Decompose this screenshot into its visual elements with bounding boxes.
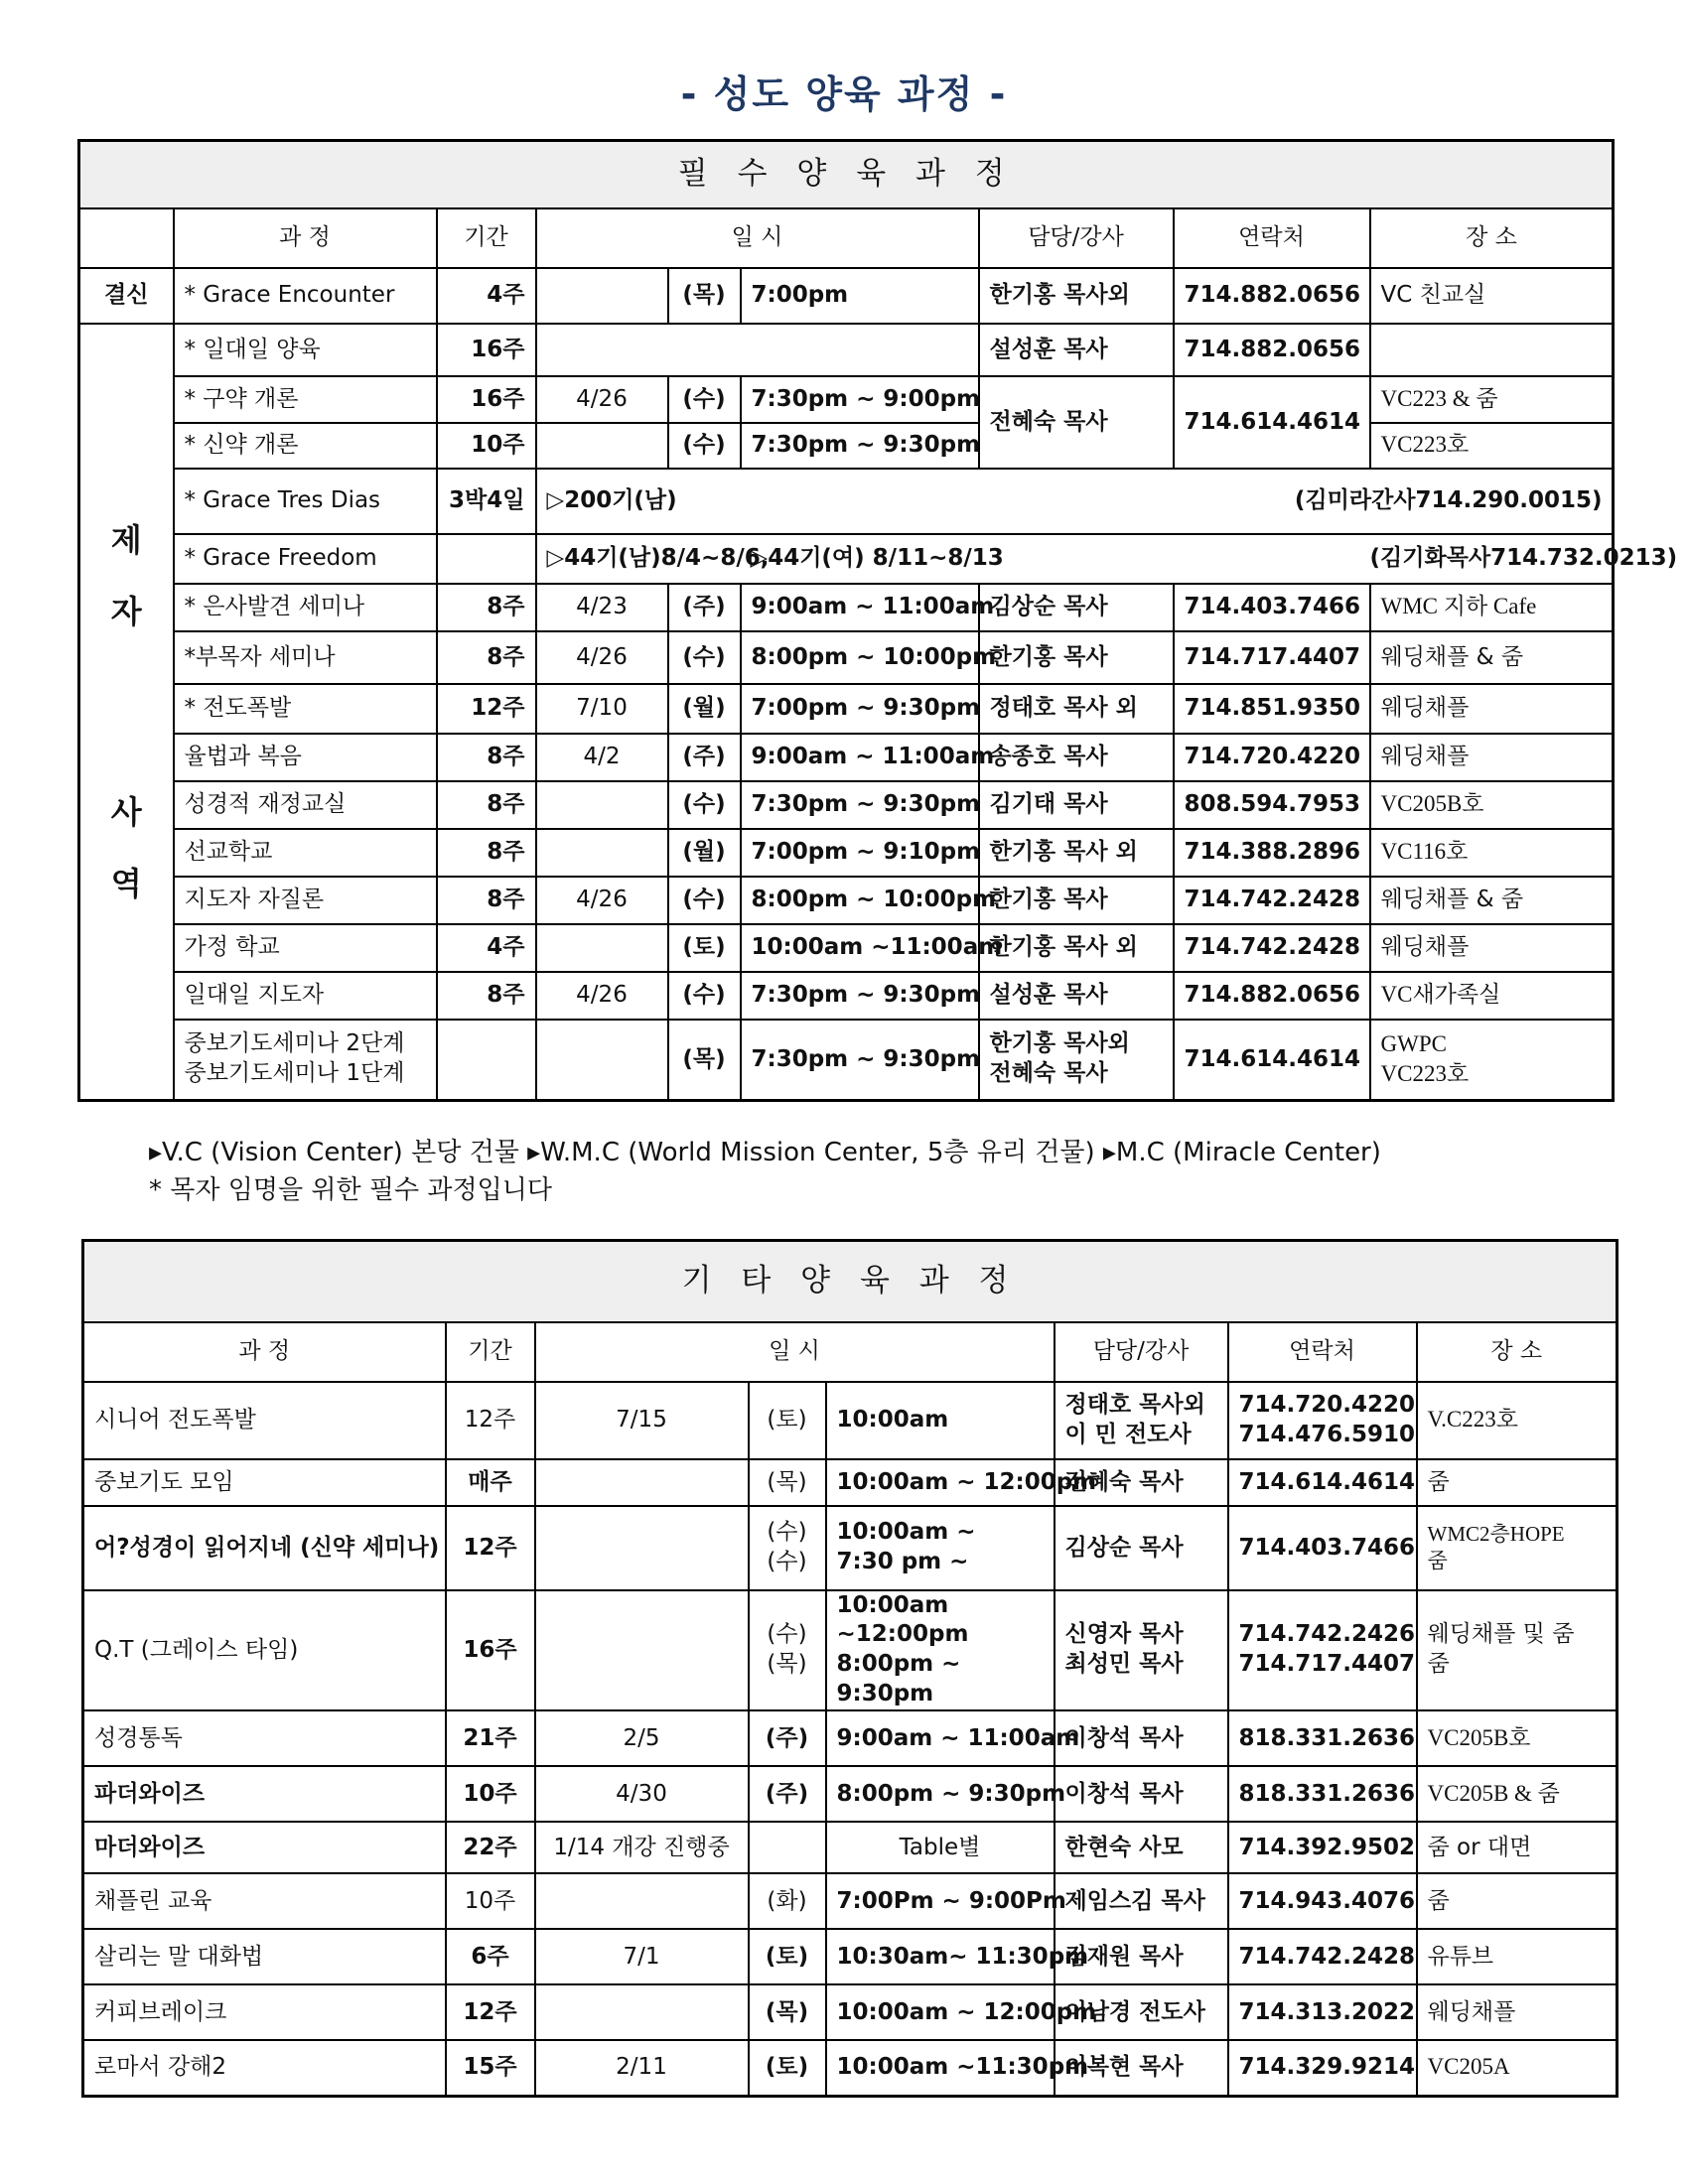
course-place: 유튜브 <box>1417 1929 1618 1984</box>
course-name: 일대일 지도자 <box>174 972 437 1020</box>
course-phone: 714.742.2428 <box>1174 877 1370 924</box>
table-row <box>79 1020 1614 1101</box>
table-row <box>83 1984 1618 2040</box>
course-date: 7/1 <box>535 1929 749 1984</box>
header-place: 장 소 <box>1370 208 1614 268</box>
course-place: VC116호 <box>1370 829 1614 877</box>
course-day: (수) <box>668 877 741 924</box>
course-period: 10주 <box>446 1873 535 1929</box>
course-leader: 한기홍 목사 <box>979 877 1174 924</box>
course-period: 16주 <box>437 376 536 423</box>
table-row <box>83 1766 1618 1822</box>
required-courses-table <box>77 139 1678 1102</box>
course-name: 살리는 말 대화법 <box>83 1929 446 1984</box>
course-leader: 한기홍 목사 <box>979 631 1174 684</box>
course-phone: 714.388.2896 <box>1174 829 1370 877</box>
course-time: 7:30pm ~ 9:00pm <box>741 376 979 423</box>
course-period: 8주 <box>437 631 536 684</box>
course-day: (수) (목) <box>749 1590 826 1711</box>
course-name: * Grace Encounter <box>174 268 437 324</box>
course-day: (수) <box>668 972 741 1020</box>
header-course: 과 정 <box>83 1322 446 1382</box>
course-place: VC205B호 <box>1417 1710 1618 1766</box>
course-period: 12주 <box>446 1984 535 2040</box>
course-day: (수) <box>668 423 741 469</box>
course-phone: 818.331.2636 <box>1228 1710 1417 1766</box>
course-leader: 정태호 목사 외 <box>979 684 1174 734</box>
course-name: 선교학교 <box>174 829 437 877</box>
course-name: 시니어 전도폭발 <box>83 1382 446 1459</box>
course-place: V.C223호 <box>1417 1382 1618 1459</box>
table-row <box>79 631 1614 684</box>
course-time: 10:30am~ 11:30pm <box>826 1929 1055 1984</box>
course-place: VC205B호 <box>1370 781 1614 829</box>
course-day: (토) <box>749 1382 826 1459</box>
course-place: 웨딩채플 <box>1370 734 1614 781</box>
course-place: 웨딩채플 <box>1417 1984 1618 2040</box>
location-legend: ▸V.C (Vision Center) 본당 건물 ▸W.M.C (World Mission Center, 5층 유리 건물) ▸M.C (Miracle Center) <box>149 1138 1381 1167</box>
course-name: * Grace Tres Dias <box>174 469 437 534</box>
course-leader: 한기홍 목사외 <box>979 268 1174 324</box>
course-leader: 전혜숙 목사 <box>979 376 1174 469</box>
course-name: * 은사발견 세미나 <box>174 584 437 631</box>
course-day: (수) <box>668 781 741 829</box>
table-row <box>79 324 1614 376</box>
course-date: 4/23 <box>536 584 668 631</box>
course-period: 10주 <box>446 1766 535 1822</box>
course-day: (수) <box>668 631 741 684</box>
course-date <box>535 1984 749 2040</box>
course-leader: 이창석 목사 <box>1055 1710 1228 1766</box>
course-phone: 714.720.4220 <box>1174 734 1370 781</box>
course-period: 8주 <box>437 584 536 631</box>
course-name: 어?성경이 읽어지네 (신약 세미나) <box>83 1506 446 1590</box>
course-period: 8주 <box>437 829 536 877</box>
table-row <box>79 584 1614 631</box>
course-leader: 정태호 목사외 이 민 전도사 <box>1055 1382 1228 1459</box>
course-leader: 신영자 목사 최성민 목사 <box>1055 1590 1228 1711</box>
course-note: ▷44기(남)8/4~8/6, <box>536 534 741 584</box>
table-row <box>83 1382 1618 1459</box>
table-row <box>79 423 1614 469</box>
header-contact: 연락처 <box>1174 208 1370 268</box>
course-day: (목) <box>749 1984 826 2040</box>
course-date: 2/11 <box>535 2040 749 2096</box>
course-phone: 714.851.9350 <box>1174 684 1370 734</box>
course-date <box>536 1020 668 1101</box>
course-period <box>437 534 536 584</box>
course-leader: 이창석 목사 <box>1055 1766 1228 1822</box>
course-time: 7:00pm ~ 9:30pm <box>741 684 979 734</box>
course-place: VC205B & 줌 <box>1417 1766 1618 1822</box>
course-place: 웨딩채플 및 줌 줌 <box>1417 1590 1618 1711</box>
course-day: (목) <box>668 1020 741 1101</box>
course-phone: 714.882.0656 <box>1174 268 1370 324</box>
course-time: Table별 <box>826 1822 1055 1873</box>
course-period: 8주 <box>437 877 536 924</box>
table-row <box>83 1822 1618 1873</box>
table-row <box>79 877 1614 924</box>
course-phone: 714.742.2426 714.717.4407 <box>1228 1590 1417 1711</box>
course-time: 7:30pm ~ 9:30pm <box>741 423 979 469</box>
table-row <box>83 1929 1618 1984</box>
location-notes <box>149 1134 1381 1209</box>
course-place: VC223 & 줌 <box>1370 376 1614 423</box>
course-date <box>536 924 668 972</box>
course-leader: 김상순 목사 <box>1055 1506 1228 1590</box>
course-place: WMC 지하 Cafe <box>1370 584 1614 631</box>
course-name: 채플린 교육 <box>83 1873 446 1929</box>
course-phone: 714.392.9502 <box>1228 1822 1417 1873</box>
course-place <box>1370 324 1614 376</box>
course-time: 7:30pm ~ 9:30pm <box>741 781 979 829</box>
course-day: (수) <box>668 376 741 423</box>
course-time: 7:30pm ~ 9:30pm <box>741 972 979 1020</box>
header-blank <box>79 208 174 268</box>
course-leader: 이남경 전도사 <box>1055 1984 1228 2040</box>
course-day: (토) <box>668 924 741 972</box>
course-day: (월) <box>668 829 741 877</box>
course-period: 12주 <box>437 684 536 734</box>
course-day: (월) <box>668 684 741 734</box>
course-leader: 제임스김 목사 <box>1055 1873 1228 1929</box>
course-date <box>535 1873 749 1929</box>
header-course: 과 정 <box>174 208 437 268</box>
course-day: (목) <box>749 1459 826 1506</box>
course-schedule <box>536 324 979 376</box>
course-period: 10주 <box>437 423 536 469</box>
course-name: 성경통독 <box>83 1710 446 1766</box>
course-place: 웨딩채플 & 줌 <box>1370 877 1614 924</box>
course-name: 중보기도 모임 <box>83 1459 446 1506</box>
table-row <box>79 734 1614 781</box>
course-period: 12주 <box>446 1382 535 1459</box>
table-row <box>79 684 1614 734</box>
required-section-heading: 필 수 양 육 과 정 <box>79 141 1614 208</box>
course-place: 줌 <box>1417 1873 1618 1929</box>
course-phone: 714.882.0656 <box>1174 324 1370 376</box>
header-period: 기간 <box>437 208 536 268</box>
course-leader: 설성훈 목사 <box>979 324 1174 376</box>
course-period: 16주 <box>437 324 536 376</box>
course-phone: 714.403.7466 <box>1228 1506 1417 1590</box>
course-name: *부목자 세미나 <box>174 631 437 684</box>
course-phone: 714.614.4614 <box>1228 1459 1417 1506</box>
course-date: 7/15 <box>535 1382 749 1459</box>
other-section-heading: 기 타 양 육 과 정 <box>83 1241 1618 1322</box>
course-time: 10:00am ~ 7:30 pm ~ <box>826 1506 1055 1590</box>
course-period: 4주 <box>437 268 536 324</box>
course-time: 7:30pm ~ 9:30pm <box>741 1020 979 1101</box>
course-date <box>535 1590 749 1711</box>
course-date: 4/26 <box>536 972 668 1020</box>
table-row <box>83 1590 1618 1711</box>
course-leader: 설성훈 목사 <box>979 972 1174 1020</box>
course-time: 9:00am ~ 11:00am <box>741 584 979 631</box>
course-place: 웨딩채플 <box>1370 924 1614 972</box>
course-day: (토) <box>749 2040 826 2096</box>
course-phone: 714.403.7466 <box>1174 584 1370 631</box>
course-period: 15주 <box>446 2040 535 2096</box>
course-name: 지도자 자질론 <box>174 877 437 924</box>
course-time: 10:00am ~ 12:00pm <box>826 1984 1055 2040</box>
course-note-2: ▷44기(여) 8/11~8/13 <box>741 534 1370 584</box>
course-name: Q.T (그레이스 타임) <box>83 1590 446 1711</box>
course-name: * 전도폭발 <box>174 684 437 734</box>
table-row <box>83 1506 1618 1590</box>
course-period: 8주 <box>437 781 536 829</box>
course-leader: 이복현 목사 <box>1055 2040 1228 2096</box>
table-row <box>79 781 1614 829</box>
table-row <box>79 469 1614 534</box>
header-schedule: 일 시 <box>535 1322 1055 1382</box>
course-phone: 714.742.2428 <box>1174 924 1370 972</box>
header-leader: 담당/강사 <box>1055 1322 1228 1382</box>
course-name: 커피브레이크 <box>83 1984 446 2040</box>
header-leader: 담당/강사 <box>979 208 1174 268</box>
course-day: (목) <box>668 268 741 324</box>
required-footnote: * 목자 임명을 위한 필수 과정입니다 <box>149 1175 552 1205</box>
course-period: 22주 <box>446 1822 535 1873</box>
table-row <box>79 972 1614 1020</box>
course-place: 웨딩채플 <box>1370 684 1614 734</box>
course-date: 1/14 개강 진행중 <box>535 1822 749 1873</box>
course-place: GWPC VC223호 <box>1370 1020 1614 1101</box>
course-day: (주) <box>668 734 741 781</box>
course-period: 매주 <box>446 1459 535 1506</box>
table-row <box>79 924 1614 972</box>
course-name: 성경적 재정교실 <box>174 781 437 829</box>
table-row <box>83 1710 1618 1766</box>
course-leader: 한현숙 사모 <box>1055 1822 1228 1873</box>
course-time: 10:00am ~12:00pm 8:00pm ~ 9:30pm <box>826 1590 1055 1711</box>
course-phone: 808.594.7953 <box>1174 781 1370 829</box>
course-date: 4/26 <box>536 631 668 684</box>
course-phone: 714.717.4407 <box>1174 631 1370 684</box>
course-place: VC새가족실 <box>1370 972 1614 1020</box>
course-day: (수) (수) <box>749 1506 826 1590</box>
header-schedule: 일 시 <box>536 208 979 268</box>
course-phone: 714.943.4076 <box>1228 1873 1417 1929</box>
course-place: 줌 <box>1417 1459 1618 1506</box>
course-day <box>749 1822 826 1873</box>
course-phone: 714.313.2022 <box>1228 1984 1417 2040</box>
course-phone: 714.614.4614 <box>1174 1020 1370 1101</box>
course-name: 마더와이즈 <box>83 1822 446 1873</box>
course-day: (주) <box>749 1766 826 1822</box>
course-period: 21주 <box>446 1710 535 1766</box>
course-time: 10:00am ~11:00am <box>741 924 979 972</box>
course-phone: 714.742.2428 <box>1228 1929 1417 1984</box>
course-leader: 김상순 목사 <box>979 584 1174 631</box>
course-name: * 신약 개론 <box>174 423 437 469</box>
discipleship-side-label: 제 자 사 역 <box>79 324 174 1101</box>
course-name: 파더와이즈 <box>83 1766 446 1822</box>
course-time: 7:00pm <box>741 268 979 324</box>
course-name: 중보기도세미나 2단계 중보기도세미나 1단계 <box>174 1020 437 1101</box>
header-contact: 연락처 <box>1228 1322 1417 1382</box>
table-row <box>79 829 1614 877</box>
course-date: 2/5 <box>535 1710 749 1766</box>
course-time: 8:00pm ~ 10:00pm <box>741 877 979 924</box>
course-leader: 전혜숙 목사 <box>1055 1459 1228 1506</box>
course-name: * 일대일 양육 <box>174 324 437 376</box>
course-phone: 714.882.0656 <box>1174 972 1370 1020</box>
header-period: 기간 <box>446 1322 535 1382</box>
course-place: VC 친교실 <box>1370 268 1614 324</box>
course-period: 3박4일 <box>437 469 536 534</box>
course-contact-note: (김기화목사714.732.0213) <box>1370 534 1614 584</box>
header-place: 장 소 <box>1417 1322 1618 1382</box>
course-leader: 한기홍 목사외 전혜숙 목사 <box>979 1020 1174 1101</box>
course-note: ▷200기(남) <box>536 469 1174 534</box>
course-name: 가정 학교 <box>174 924 437 972</box>
course-date: 4/30 <box>535 1766 749 1822</box>
course-phone: 818.331.2636 <box>1228 1766 1417 1822</box>
course-name: 율법과 복음 <box>174 734 437 781</box>
course-date: 4/2 <box>536 734 668 781</box>
course-date <box>535 1459 749 1506</box>
course-day: (주) <box>749 1710 826 1766</box>
course-time: 7:00pm ~ 9:10pm <box>741 829 979 877</box>
course-name: * 구약 개론 <box>174 376 437 423</box>
course-day: (주) <box>668 584 741 631</box>
course-phone: 714.720.4220 714.476.5910 <box>1228 1382 1417 1459</box>
table-row <box>83 2040 1618 2096</box>
course-day: (토) <box>749 1929 826 1984</box>
course-date <box>536 423 668 469</box>
course-place: 줌 or 대면 <box>1417 1822 1618 1873</box>
course-phone: 714.329.9214 <box>1228 2040 1417 2096</box>
course-phone: 714.614.4614 <box>1174 376 1370 469</box>
course-leader: 송종호 목사 <box>979 734 1174 781</box>
course-place: 웨딩채플 & 줌 <box>1370 631 1614 684</box>
course-time: 10:00am <box>826 1382 1055 1459</box>
table-row <box>79 376 1614 423</box>
table-row <box>79 534 1614 584</box>
course-time: 10:00am ~ 12:00pm <box>826 1459 1055 1506</box>
course-date <box>535 1506 749 1590</box>
course-date: 7/10 <box>536 684 668 734</box>
course-time: 8:00pm ~ 9:30pm <box>826 1766 1055 1822</box>
table-row <box>83 1459 1618 1506</box>
course-date: 4/26 <box>536 376 668 423</box>
decision-label: 결신 <box>79 268 174 324</box>
course-time: 9:00am ~ 11:00am <box>741 734 979 781</box>
course-time: 10:00am ~11:30pm <box>826 2040 1055 2096</box>
table-row <box>79 268 1614 324</box>
page-title: - 성도 양육 과정 - <box>680 72 1008 116</box>
course-period: 16주 <box>446 1590 535 1711</box>
course-place: WMC2층HOPE 줌 <box>1417 1506 1618 1590</box>
course-leader: 김재원 목사 <box>1055 1929 1228 1984</box>
course-time: 9:00am ~ 11:00am <box>826 1710 1055 1766</box>
course-leader: 한기홍 목사 외 <box>979 829 1174 877</box>
course-place: VC223호 <box>1370 423 1614 469</box>
course-leader: 한기홍 목사 외 <box>979 924 1174 972</box>
course-time: 7:00Pm ~ 9:00Pm <box>826 1873 1055 1929</box>
course-leader: 김기태 목사 <box>979 781 1174 829</box>
course-period: 6주 <box>446 1929 535 1984</box>
course-period: 4주 <box>437 924 536 972</box>
course-period: 12주 <box>446 1506 535 1590</box>
course-contact-note: (김미라간사714.290.0015) <box>1174 469 1614 534</box>
course-period: 8주 <box>437 734 536 781</box>
course-name: * Grace Freedom <box>174 534 437 584</box>
course-time: 8:00pm ~ 10:00pm <box>741 631 979 684</box>
course-date: 4/26 <box>536 877 668 924</box>
course-date <box>536 781 668 829</box>
course-period <box>437 1020 536 1101</box>
other-courses-table <box>81 1239 1618 2098</box>
course-name: 로마서 강해2 <box>83 2040 446 2096</box>
table-row <box>83 1873 1618 1929</box>
course-place: VC205A <box>1417 2040 1618 2096</box>
course-period: 8주 <box>437 972 536 1020</box>
course-day: (화) <box>749 1873 826 1929</box>
course-date <box>536 829 668 877</box>
course-date <box>536 268 668 324</box>
